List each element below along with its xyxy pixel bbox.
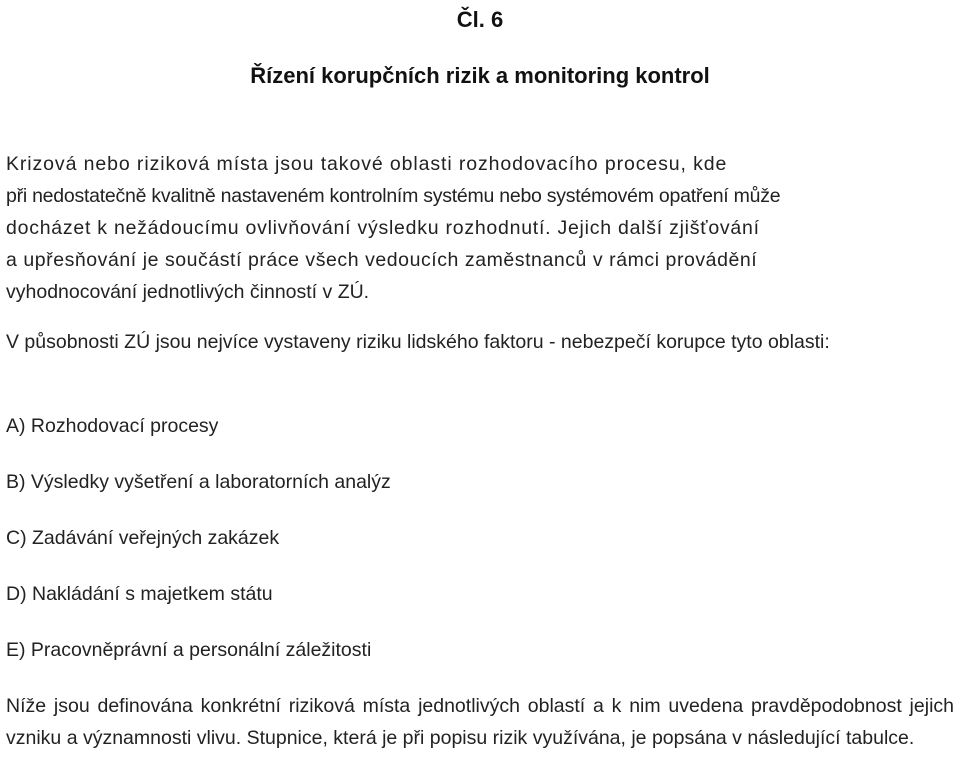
paragraph-line: a upřesňování je součástí práce všech vedoucích zaměstnanců v rámci provádění	[6, 249, 758, 271]
list-item: D) Nakládání s majetkem státu	[6, 583, 273, 605]
paragraph-line: Krizová nebo riziková místa jsou takové oblasti rozhodovacího procesu, kde	[6, 153, 728, 175]
paragraph-risk-definition	[6, 148, 954, 308]
list-item: A) Rozhodovací procesy	[6, 415, 219, 437]
list-item: C) Zadávání veřejných zakázek	[6, 527, 280, 549]
list-item: B) Výsledky vyšetření a laboratorních analýz	[6, 471, 391, 493]
article-number: Čl. 6	[456, 7, 504, 32]
paragraph-line: při nedostatečně kvalitně nastaveném kontrolním systému nebo systémovém opatření může	[6, 185, 781, 207]
paragraph-risk-places-note: Níže jsou definována konkrétní riziková místa jednotlivých oblastí a k nim uvedena pravděpodobnost jejich vzniku a významnosti vlivu. Stupnice, která je při popisu rizik využívána, je popsána v následující tabulce.	[6, 695, 954, 749]
paragraph-line: vyhodnocování jednotlivých činností v ZÚ.	[6, 281, 370, 303]
section-title: Řízení korupčních rizik a monitoring kontrol	[250, 63, 710, 88]
paragraph-line: docházet k nežádoucímu ovlivňování výsledku rozhodnutí. Jejich další zjišťování	[6, 217, 760, 239]
paragraph-risk-areas-intro: V působnosti ZÚ jsou nejvíce vystaveny riziku lidského faktoru - nebezpečí korupce tyto oblasti:	[6, 331, 830, 353]
list-item: E) Pracovněprávní a personální záležitosti	[6, 639, 372, 661]
